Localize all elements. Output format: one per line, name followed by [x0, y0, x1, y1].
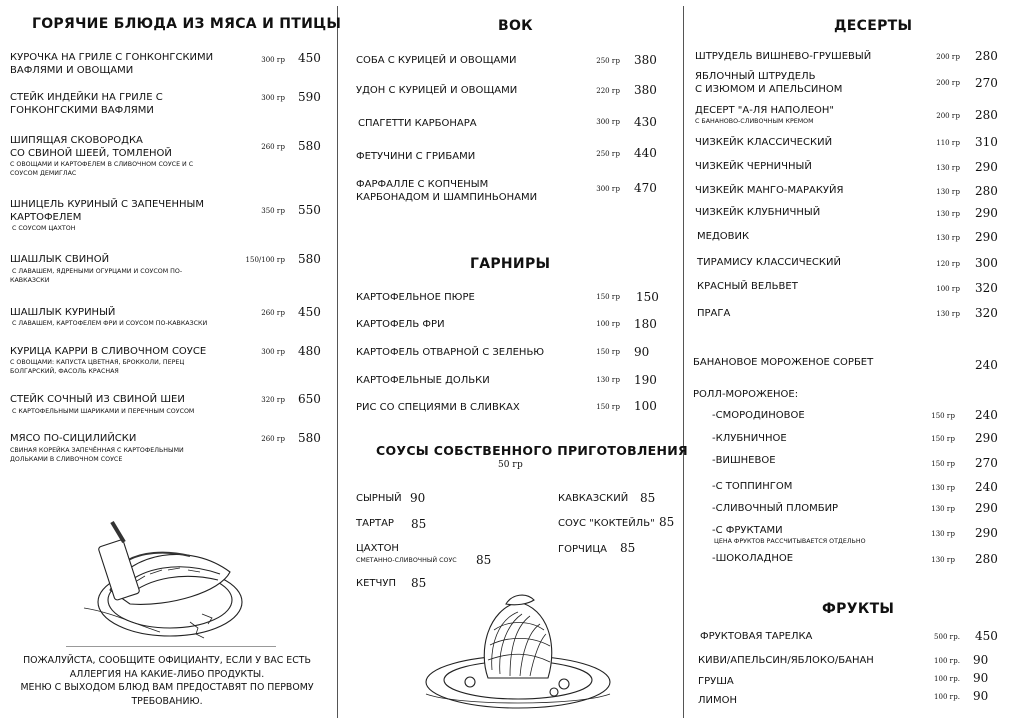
- sauce-price: 85: [476, 553, 492, 567]
- dish-weight: 150 гр: [596, 403, 620, 411]
- dessert-weight: 130 гр: [931, 530, 955, 538]
- dish-description: С ЛАВАШЕМ, КАРТОФЕЛЕМ ФРИ И СОУСОМ ПО-КАВКАЗСКИ: [10, 320, 208, 327]
- sauce-name: КАВКАЗСКИЙ: [558, 493, 629, 504]
- section-title-desserts: ДЕСЕРТЫ: [834, 18, 913, 34]
- sauce-name: СЫРНЫЙ: [356, 493, 402, 504]
- section-title-fruits: ФРУКТЫ: [822, 601, 895, 617]
- dessert-name: ШТРУДЕЛЬ ВИШНЕВО-ГРУШЕВЫЙ: [695, 51, 872, 62]
- dish-name: ШИПЯЩАЯ СКОВОРОДКА СО СВИНОЙ ШЕЕЙ, ТОМЛЕНОЙ: [10, 135, 172, 159]
- dish-price: 450: [298, 305, 321, 319]
- section-title-garnish: ГАРНИРЫ: [470, 256, 551, 272]
- sauce-description: СМЕТАННО-СЛИВОЧНЫЙ СОУС: [356, 557, 457, 564]
- dessert-weight: 130 гр: [936, 188, 960, 196]
- sauce-price: 85: [620, 541, 636, 555]
- dessert-name: -КЛУБНИЧНОЕ: [712, 433, 787, 444]
- fruit-price: 90: [973, 671, 989, 685]
- dish-name: КУРОЧКА НА ГРИЛЕ С ГОНКОНГСКИМИ ВАФЛЯМИ И ОВОЩАМИ: [10, 52, 214, 76]
- dessert-name: КРАСНЫЙ ВЕЛЬВЕТ: [697, 281, 798, 292]
- sauce-name: ТАРТАР: [356, 518, 394, 529]
- dish-name: ФЕТУЧИНИ С ГРИБАМИ: [356, 151, 476, 162]
- dessert-weight: 130 гр: [931, 484, 955, 492]
- dish-name: СТЕЙК СОЧНЫЙ ИЗ СВИНОЙ ШЕИ: [10, 394, 185, 405]
- dessert-name: -ВИШНЕВОЕ: [712, 455, 776, 466]
- dessert-weight: 130 гр: [936, 210, 960, 218]
- dish-weight: 150 гр: [596, 293, 620, 301]
- dessert-weight: 110 гр: [936, 139, 960, 147]
- fruit-price: 90: [973, 689, 989, 703]
- dessert-name: ЧИЗКЕЙК КЛУБНИЧНЫЙ: [695, 207, 821, 218]
- dessert-weight: 130 гр: [931, 556, 955, 564]
- fruit-price: 450: [975, 629, 998, 643]
- sauce-price: 85: [411, 576, 427, 590]
- dessert-price: 240: [975, 480, 998, 494]
- fruit-weight: 500 гр.: [934, 633, 960, 641]
- dish-description: С ЛАВАШЕМ, ЯДРЕНЫМИ ОГУРЦАМИ И СОУСОМ ПО- КАВКАЗСКИ: [10, 268, 183, 284]
- dessert-description: ЦЕНА ФРУКТОВ РАССЧИТЫВАЕТСЯ ОТДЕЛЬНО: [714, 538, 866, 545]
- fruit-weight: 100 гр.: [934, 657, 960, 665]
- sauce-name: ГОРЧИЦА: [558, 544, 607, 555]
- dessert-price: 290: [975, 526, 998, 540]
- dish-name: СПАГЕТТИ КАРБОНАРА: [358, 118, 477, 129]
- sauces-portion: 50 гр: [498, 460, 523, 470]
- dessert-price: 280: [975, 108, 998, 122]
- pasta-illustration: [418, 590, 618, 714]
- dish-name: ШАШЛЫК СВИНОЙ: [10, 254, 110, 265]
- dessert-name: МЕДОВИК: [697, 231, 750, 242]
- dish-price: 650: [298, 392, 321, 406]
- dessert-price: 290: [975, 501, 998, 515]
- dish-price: 380: [634, 83, 657, 97]
- dish-price: 190: [634, 373, 657, 387]
- dish-description: С КАРТОФЕЛЬНЫМИ ШАРИКАМИ И ПЕРЕЧНЫМ СОУСОМ: [10, 408, 195, 415]
- dish-weight: 250 гр: [596, 57, 620, 65]
- dish-weight: 260 гр: [261, 309, 285, 317]
- dessert-name: ТИРАМИСУ КЛАССИЧЕСКИЙ: [697, 257, 841, 268]
- dish-description: СВИНАЯ КОРЕЙКА ЗАПЕЧЁННАЯ С КАРТОФЕЛЬНЫМИ ДОЛЬКАМИ В СЛИВОЧНОМ СОУСЕ: [10, 447, 184, 463]
- fruit-name: КИВИ/АПЕЛЬСИН/ЯБЛОКО/БАНАН: [698, 655, 874, 666]
- dish-weight: 320 гр: [261, 396, 285, 404]
- dessert-weight: 130 гр: [936, 164, 960, 172]
- sauce-price: 90: [410, 491, 426, 505]
- dessert-weight: 200 гр: [936, 112, 960, 120]
- dessert-price: 240: [975, 358, 998, 372]
- dessert-price: 310: [975, 135, 998, 149]
- dish-name: КАРТОФЕЛЬ ФРИ: [356, 319, 445, 330]
- dessert-price: 270: [975, 76, 998, 90]
- sauce-name: СОУС "КОКТЕЙЛЬ": [558, 518, 655, 529]
- dish-price: 90: [634, 345, 650, 359]
- dish-weight: 150/100 гр: [245, 256, 285, 264]
- fruit-name: ФРУКТОВАЯ ТАРЕЛКА: [700, 631, 813, 642]
- sauce-price: 85: [411, 517, 427, 531]
- dish-weight: 150 гр: [596, 348, 620, 356]
- column-divider: [683, 6, 684, 718]
- dessert-name: -ШОКОЛАДНОЕ: [712, 553, 794, 564]
- dish-name: ФАРФАЛЛЕ С КОПЧЕНЫМ КАРБОНАДОМ И ШАМПИНЬОНАМИ: [356, 179, 538, 203]
- dessert-name: -С ТОППИНГОМ: [712, 481, 793, 492]
- dessert-weight: 150 гр: [931, 460, 955, 468]
- dish-price: 430: [634, 115, 657, 129]
- dessert-description: С БАНАНОВО-СЛИВОЧНЫМ КРЕМОМ: [695, 118, 814, 125]
- dish-name: РИС СО СПЕЦИЯМИ В СЛИВКАХ: [356, 402, 520, 413]
- fruit-price: 90: [973, 653, 989, 667]
- fruit-weight: 100 гр.: [934, 693, 960, 701]
- dessert-price: 240: [975, 408, 998, 422]
- dessert-price: 280: [975, 552, 998, 566]
- dish-weight: 260 гр: [261, 435, 285, 443]
- dish-name: СТЕЙК ИНДЕЙКИ НА ГРИЛЕ С ГОНКОНГСКИМИ ВАФЛЯМИ: [10, 92, 163, 116]
- dessert-price: 290: [975, 230, 998, 244]
- dish-price: 550: [298, 203, 321, 217]
- dessert-price: 290: [975, 160, 998, 174]
- dish-price: 440: [634, 146, 657, 160]
- dessert-name: ЯБЛОЧНЫЙ ШТРУДЕЛЬ С ИЗЮМОМ И АПЕЛЬСИНОМ: [695, 71, 843, 95]
- dessert-name: ДЕСЕРТ "А-ЛЯ НАПОЛЕОН": [695, 105, 835, 116]
- dessert-price: 320: [975, 281, 998, 295]
- dish-description: С ОВОЩАМИ: КАПУСТА ЦВЕТНАЯ, БРОККОЛИ, ПЕРЕЦ БОЛГАРСКИЙ, ФАСОЛЬ КРАСНАЯ: [10, 359, 185, 375]
- dessert-weight: 200 гр: [936, 79, 960, 87]
- fruit-weight: 100 гр.: [934, 675, 960, 683]
- dish-weight: 300 гр: [261, 94, 285, 102]
- dessert-weight: 130 гр: [931, 505, 955, 513]
- dessert-name: БАНАНОВОЕ МОРОЖЕНОЕ СОРБЕТ: [693, 357, 874, 368]
- dessert-name: ЧИЗКЕЙК ЧЕРНИЧНЫЙ: [695, 161, 812, 172]
- dessert-weight: 100 гр: [936, 285, 960, 293]
- dish-weight: 300 гр: [596, 185, 620, 193]
- dish-price: 480: [298, 344, 321, 358]
- dessert-weight: 200 гр: [936, 53, 960, 61]
- dessert-name: ПРАГА: [697, 308, 731, 319]
- dish-price: 580: [298, 431, 321, 445]
- footer-line: [66, 646, 276, 647]
- dessert-name: ЧИЗКЕЙК КЛАССИЧЕСКИЙ: [695, 137, 833, 148]
- dessert-price: 270: [975, 456, 998, 470]
- dish-name: СОБА С КУРИЦЕЙ И ОВОЩАМИ: [356, 55, 517, 66]
- steak-illustration: [70, 512, 250, 644]
- sauce-name: ЦАХТОН: [356, 543, 399, 554]
- sauce-name: КЕТЧУП: [356, 578, 396, 589]
- dish-name: ШНИЦЕЛЬ КУРИНЫЙ С ЗАПЕЧЕННЫМ КАРТОФЕЛЕМ: [10, 199, 204, 223]
- section-title-sauces: СОУСЫ СОБСТВЕННОГО ПРИГОТОВЛЕНИЯ: [376, 443, 688, 458]
- dish-weight: 300 гр: [596, 118, 620, 126]
- dessert-price: 280: [975, 184, 998, 198]
- dessert-weight: 150 гр: [931, 435, 955, 443]
- dessert-price: 300: [975, 256, 998, 270]
- dish-price: 590: [298, 90, 321, 104]
- dish-weight: 260 гр: [261, 143, 285, 151]
- dish-price: 580: [298, 139, 321, 153]
- fruit-name: ЛИМОН: [698, 695, 738, 706]
- sauce-price: 85: [659, 515, 675, 529]
- dish-price: 380: [634, 53, 657, 67]
- dish-price: 150: [636, 290, 659, 304]
- dessert-name: -СМОРОДИНОВОЕ: [712, 410, 805, 421]
- roll-ice-cream-heading: РОЛЛ-МОРОЖЕНОЕ:: [693, 389, 799, 400]
- dish-name: МЯСО ПО-СИЦИЛИЙСКИ: [10, 433, 137, 444]
- dish-name: УДОН С КУРИЦЕЙ И ОВОЩАМИ: [356, 85, 518, 96]
- dish-weight: 220 гр: [596, 87, 620, 95]
- dessert-weight: 150 гр: [931, 412, 955, 420]
- fruit-name: ГРУША: [698, 676, 734, 687]
- dessert-price: 290: [975, 206, 998, 220]
- dessert-name: -С ФРУКТАМИ: [712, 525, 783, 536]
- dish-name: ШАШЛЫК КУРИНЫЙ: [10, 307, 116, 318]
- section-title-wok: ВОК: [498, 18, 533, 34]
- dish-description: С ОВОЩАМИ И КАРТОФЕЛЕМ В СЛИВОЧНОМ СОУСЕ И С СОУСОМ ДЕМИГЛАС: [10, 161, 194, 177]
- dish-weight: 250 гр: [596, 150, 620, 158]
- sauce-price: 85: [640, 491, 656, 505]
- dessert-weight: 120 гр: [936, 260, 960, 268]
- dessert-price: 290: [975, 431, 998, 445]
- dish-weight: 350 гр: [261, 207, 285, 215]
- section-title-hot-dishes: ГОРЯЧИЕ БЛЮДА ИЗ МЯСА И ПТИЦЫ: [32, 16, 342, 32]
- dish-name: КАРТОФЕЛЬНОЕ ПЮРЕ: [356, 292, 475, 303]
- dessert-weight: 130 гр: [936, 234, 960, 242]
- dish-price: 580: [298, 252, 321, 266]
- dish-name: КАРТОФЕЛЬНЫЕ ДОЛЬКИ: [356, 375, 490, 386]
- dessert-name: -СЛИВОЧНЫЙ ПЛОМБИР: [712, 503, 839, 514]
- dessert-price: 320: [975, 306, 998, 320]
- allergy-note: ПОЖАЛУЙСТА, СООБЩИТЕ ОФИЦИАНТУ, ЕСЛИ У ВАС ЕСТЬ АЛЛЕРГИЯ НА КАКИЕ-ЛИБО ПРОДУКТЫ. МЕНЮ С ВЫХОДОМ БЛЮД ВАМ ПРЕДОСТАВЯТ ПО ПЕРВОМУ ТРЕБОВАНИЮ.: [20, 655, 314, 707]
- dessert-name: ЧИЗКЕЙК МАНГО-МАРАКУЙЯ: [695, 185, 844, 196]
- dish-weight: 100 гр: [596, 320, 620, 328]
- column-divider: [337, 6, 338, 718]
- dish-price: 100: [634, 399, 657, 413]
- dish-price: 450: [298, 51, 321, 65]
- dish-price: 470: [634, 181, 657, 195]
- dish-name: КУРИЦА КАРРИ В СЛИВОЧНОМ СОУСЕ: [10, 346, 207, 357]
- dish-weight: 300 гр: [261, 348, 285, 356]
- dessert-price: 280: [975, 49, 998, 63]
- dish-weight: 130 гр: [596, 376, 620, 384]
- dish-name: КАРТОФЕЛЬ ОТВАРНОЙ С ЗЕЛЕНЬЮ: [356, 347, 545, 358]
- dish-weight: 300 гр: [261, 56, 285, 64]
- dish-description: С СОУСОМ ЦАХТОН: [10, 225, 76, 232]
- dish-price: 180: [634, 317, 657, 331]
- dessert-weight: 130 гр: [936, 310, 960, 318]
